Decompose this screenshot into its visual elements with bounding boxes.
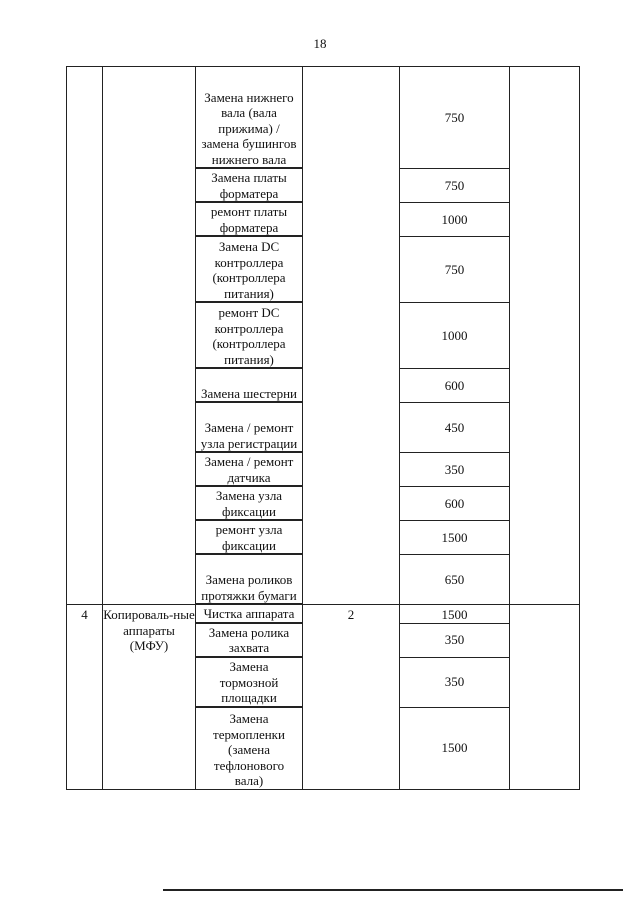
work-cell: Замена / ремонт узла регистрации <box>196 403 303 453</box>
quantity-cell <box>303 67 400 605</box>
work-cell: Замена роликов протяжки бумаги <box>196 555 303 605</box>
price-table <box>66 66 580 790</box>
price-cell: 1000 <box>400 303 510 369</box>
price-cell: 350 <box>400 623 510 657</box>
work-cell: Замена тормозной площадки <box>196 657 303 707</box>
work-cell: Замена платы форматера <box>196 169 303 203</box>
row-number-cell <box>67 67 103 605</box>
price-cell: 1000 <box>400 203 510 237</box>
quantity-cell: 2 <box>303 605 400 790</box>
table-row <box>67 605 580 624</box>
price-cell: 1500 <box>400 521 510 555</box>
row-number-cell: 4 <box>67 605 103 790</box>
equipment-cell <box>103 67 196 605</box>
price-cell: 350 <box>400 657 510 707</box>
price-cell: 750 <box>400 67 510 169</box>
price-cell: 750 <box>400 237 510 303</box>
price-cell: 750 <box>400 169 510 203</box>
work-cell: Замена нижнего вала (вала прижима) / замена бушингов нижнего вала <box>196 67 303 169</box>
price-cell: 1500 <box>400 707 510 789</box>
work-cell: Замена / ремонт датчика <box>196 453 303 487</box>
work-cell: Замена термопленки (замена тефлонового вала) <box>196 707 303 789</box>
price-cell: 1500 <box>400 605 510 624</box>
price-cell: 600 <box>400 487 510 521</box>
price-cell: 450 <box>400 403 510 453</box>
work-cell: ремонт узла фиксации <box>196 521 303 555</box>
price-table-wrapper <box>66 66 580 790</box>
note-cell <box>510 605 580 790</box>
work-cell: ремонт DC контроллера (контроллера питания) <box>196 303 303 369</box>
work-cell: Замена шестерни <box>196 369 303 403</box>
price-cell: 600 <box>400 369 510 403</box>
work-cell: Замена узла фиксации <box>196 487 303 521</box>
price-cell: 350 <box>400 453 510 487</box>
work-cell: ремонт платы форматера <box>196 203 303 237</box>
equipment-cell: Копироваль-ные аппараты (МФУ) <box>103 605 196 790</box>
price-cell: 650 <box>400 555 510 605</box>
table-row <box>67 67 580 169</box>
footer-rule <box>163 889 623 891</box>
page-number: 18 <box>313 36 327 51</box>
note-cell <box>510 67 580 605</box>
work-cell: Чистка аппарата <box>196 605 303 624</box>
work-cell: Замена ролика захвата <box>196 623 303 657</box>
work-cell: Замена DC контроллера (контроллера питания) <box>196 237 303 303</box>
